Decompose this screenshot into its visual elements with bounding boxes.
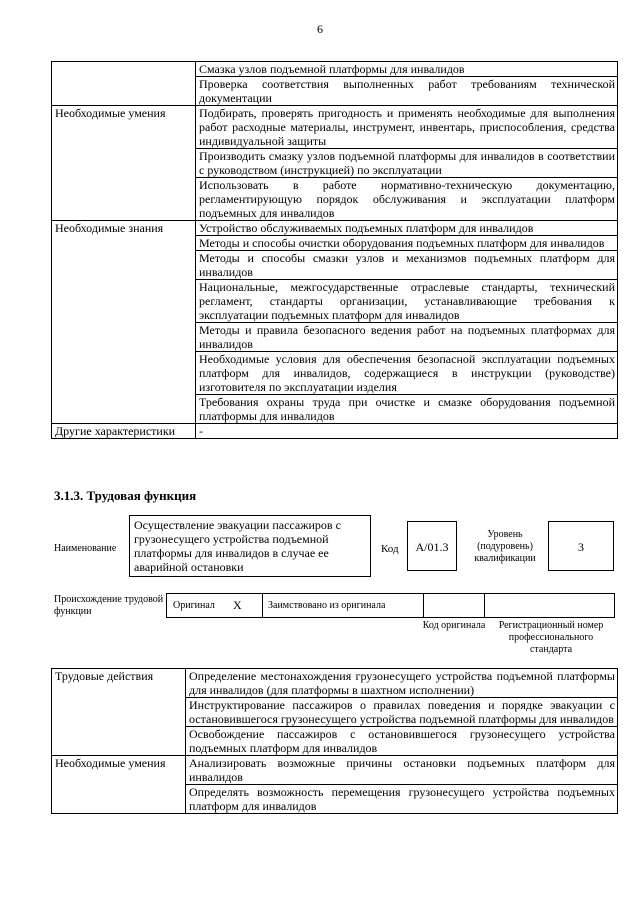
- row-item: -: [196, 424, 618, 439]
- row-item: Проверка соответствия выполненных работ требованиям технической документации: [196, 77, 618, 106]
- code-caption: Код оригинала: [422, 620, 486, 631]
- row-label: Другие характеристики: [52, 424, 196, 439]
- section-title: 3.1.3. Трудовая функция: [54, 488, 197, 503]
- level-box: [548, 521, 614, 571]
- row-item: Использовать в работе нормативно-техническую документацию, регламентирующую порядок обслуживания и эксплуатации платформ подъемных для инвалидов: [196, 178, 618, 221]
- competency-table: [51, 61, 618, 439]
- row-item: Методы и способы очистки оборудования подъемных платформ для инвалидов: [196, 236, 618, 251]
- row-item: Национальные, межгосударственные отраслевые стандарты, технический регламент, стандарты организации, устанавливающие требования к эксплуатации подъемных платформ для инвалидов: [196, 280, 618, 323]
- row-item: Анализировать возможные причины остановки подъемных платформ для инвалидов: [186, 756, 618, 785]
- table-row: [52, 669, 618, 698]
- row-label: Необходимые знания: [52, 221, 196, 424]
- table-row: [52, 221, 618, 236]
- function-name-box: [129, 515, 371, 577]
- row-label: [52, 62, 196, 106]
- code-value: A/01.3: [415, 540, 449, 554]
- code-label: Код: [381, 543, 399, 555]
- original-label: Оригинал: [173, 600, 215, 611]
- code-box: [407, 521, 457, 571]
- row-item: Необходимые условия для обеспечения безопасной эксплуатации подъемных платформ для инвалидов, содержащиеся в инструкции (руководстве) изготовителя по эксплуатации изделия: [196, 352, 618, 395]
- row-item: Методы и правила безопасного ведения работ на подъемных платформах для инвалидов: [196, 323, 618, 352]
- row-item: Смазка узлов подъемной платформы для инвалидов: [196, 62, 618, 77]
- origin-borrowed-cell: [262, 593, 424, 618]
- row-label: Трудовые действия: [52, 669, 186, 756]
- row-item: Устройство обслуживаемых подъемных платформ для инвалидов: [196, 221, 618, 236]
- labor-actions-table: [51, 668, 618, 814]
- table-row: [52, 62, 618, 77]
- borrowed-label: Заимствовано из оригинала: [268, 600, 386, 611]
- level-label: Уровень (подуровень) квалификации: [474, 529, 536, 564]
- origin-reg-cell: [484, 593, 615, 618]
- row-item: Определять возможность перемещения грузонесущего устройства подъемных платформ для инвалидов: [186, 785, 618, 814]
- original-mark: X: [233, 598, 242, 612]
- origin-code-cell: [423, 593, 485, 618]
- row-label: Необходимые умения: [52, 756, 186, 814]
- row-item: Требования охраны труда при очистке и смазке оборудования подъемной платформы для инвалидов: [196, 395, 618, 424]
- row-label: Необходимые умения: [52, 106, 196, 221]
- name-label: Наименование: [54, 543, 117, 554]
- row-item: Инструктирование пассажиров о правилах поведения и порядке эвакуации с остановившегося грузонесущего устройства подъемной платформы для инвалидов: [186, 698, 618, 727]
- row-item: Определение местонахождения грузонесущего устройства подъемной платформы для инвалидов (для платформы в шахтном исполнении): [186, 669, 618, 698]
- table-row: [52, 424, 618, 439]
- row-item: Производить смазку узлов подъемной платформы для инвалидов в соответствии с руководством (инструкцией) по эксплуатации: [196, 149, 618, 178]
- row-item: Подбирать, проверять пригодность и применять необходимые для выполнения работ расходные материалы, инструмент, инвентарь, приспособления, средства индивидуальной защиты: [196, 106, 618, 149]
- reg-caption: Регистрационный номер профессионального стандарта: [498, 620, 604, 655]
- level-value: 3: [578, 540, 584, 554]
- row-item: Методы и способы смазки узлов и механизмов подъемных платформ для инвалидов: [196, 251, 618, 280]
- table-row: [52, 756, 618, 785]
- origin-label: Происхождение трудовой функции: [54, 594, 164, 617]
- table-row: [52, 106, 618, 149]
- row-item: Освобождение пассажиров с остановившегося грузонесущего устройства подъемных платформ для инвалидов: [186, 727, 618, 756]
- page-number: 6: [317, 22, 323, 36]
- function-name: Осуществление эвакуации пассажиров с грузонесущего устройства подъемной платформы для инвалидов в случае ее аварийной остановки: [134, 518, 341, 574]
- origin-original-cell: [166, 593, 263, 618]
